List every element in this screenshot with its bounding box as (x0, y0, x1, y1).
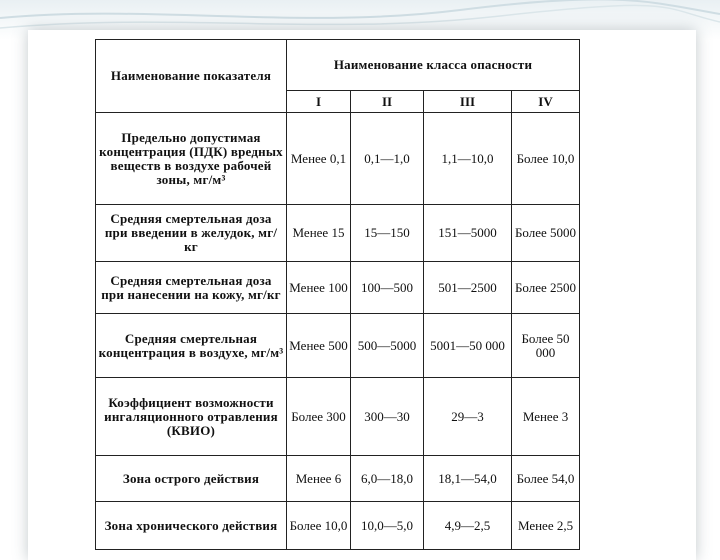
value-cell: 100—500 (351, 262, 424, 314)
table-row (96, 502, 580, 550)
value-cell: 151—5000 (424, 205, 512, 262)
indicator-cell: Средняя смертельная концентрация в воздухе, мг/м³ (96, 314, 287, 378)
indicator-cell: Коэффициент возможности ингаляционного отравления (КВИО) (96, 378, 287, 456)
value-cell: 1,1—10,0 (424, 113, 512, 205)
value-cell: 0,1—1,0 (351, 113, 424, 205)
value-cell: 300—30 (351, 378, 424, 456)
value-cell: Менее 3 (512, 378, 580, 456)
value-cell: 500—5000 (351, 314, 424, 378)
value-cell: Более 50 000 (512, 314, 580, 378)
table-row (96, 378, 580, 456)
value-cell: Более 300 (287, 378, 351, 456)
hazard-class-header: Наименование класса опасности (287, 40, 580, 91)
table-row (96, 113, 580, 205)
indicator-cell: Зона острого действия (96, 456, 287, 502)
indicator-cell: Средняя смертельная доза при введении в желудок, мг/кг (96, 205, 287, 262)
indicator-cell: Зона хронического действия (96, 502, 287, 550)
indicator-cell: Предельно допустимая концентрация (ПДК) вредных веществ в воздухе рабочей зоны, мг/м³ (96, 113, 287, 205)
value-cell: 29—3 (424, 378, 512, 456)
class-iii-header: III (424, 91, 512, 113)
indicator-column-header: Наименование показателя (96, 40, 287, 113)
value-cell: 501—2500 (424, 262, 512, 314)
value-cell: Менее 500 (287, 314, 351, 378)
table-row (96, 456, 580, 502)
value-cell: Более 10,0 (287, 502, 351, 550)
table-row (96, 262, 580, 314)
value-cell: Более 2500 (512, 262, 580, 314)
indicator-cell: Средняя смертельная доза при нанесении на кожу, мг/кг (96, 262, 287, 314)
hazard-class-table (95, 39, 580, 550)
value-cell: Более 5000 (512, 205, 580, 262)
class-ii-header: II (351, 91, 424, 113)
value-cell: Менее 100 (287, 262, 351, 314)
class-iv-header: IV (512, 91, 580, 113)
value-cell: 4,9—2,5 (424, 502, 512, 550)
value-cell: Более 54,0 (512, 456, 580, 502)
table-row (96, 205, 580, 262)
value-cell: 6,0—18,0 (351, 456, 424, 502)
value-cell: Менее 6 (287, 456, 351, 502)
value-cell: Менее 2,5 (512, 502, 580, 550)
value-cell: 10,0—5,0 (351, 502, 424, 550)
class-i-header: I (287, 91, 351, 113)
value-cell: Менее 15 (287, 205, 351, 262)
value-cell: Более 10,0 (512, 113, 580, 205)
value-cell: 5001—50 000 (424, 314, 512, 378)
value-cell: 18,1—54,0 (424, 456, 512, 502)
value-cell: 15—150 (351, 205, 424, 262)
table-row (96, 314, 580, 378)
value-cell: Менее 0,1 (287, 113, 351, 205)
